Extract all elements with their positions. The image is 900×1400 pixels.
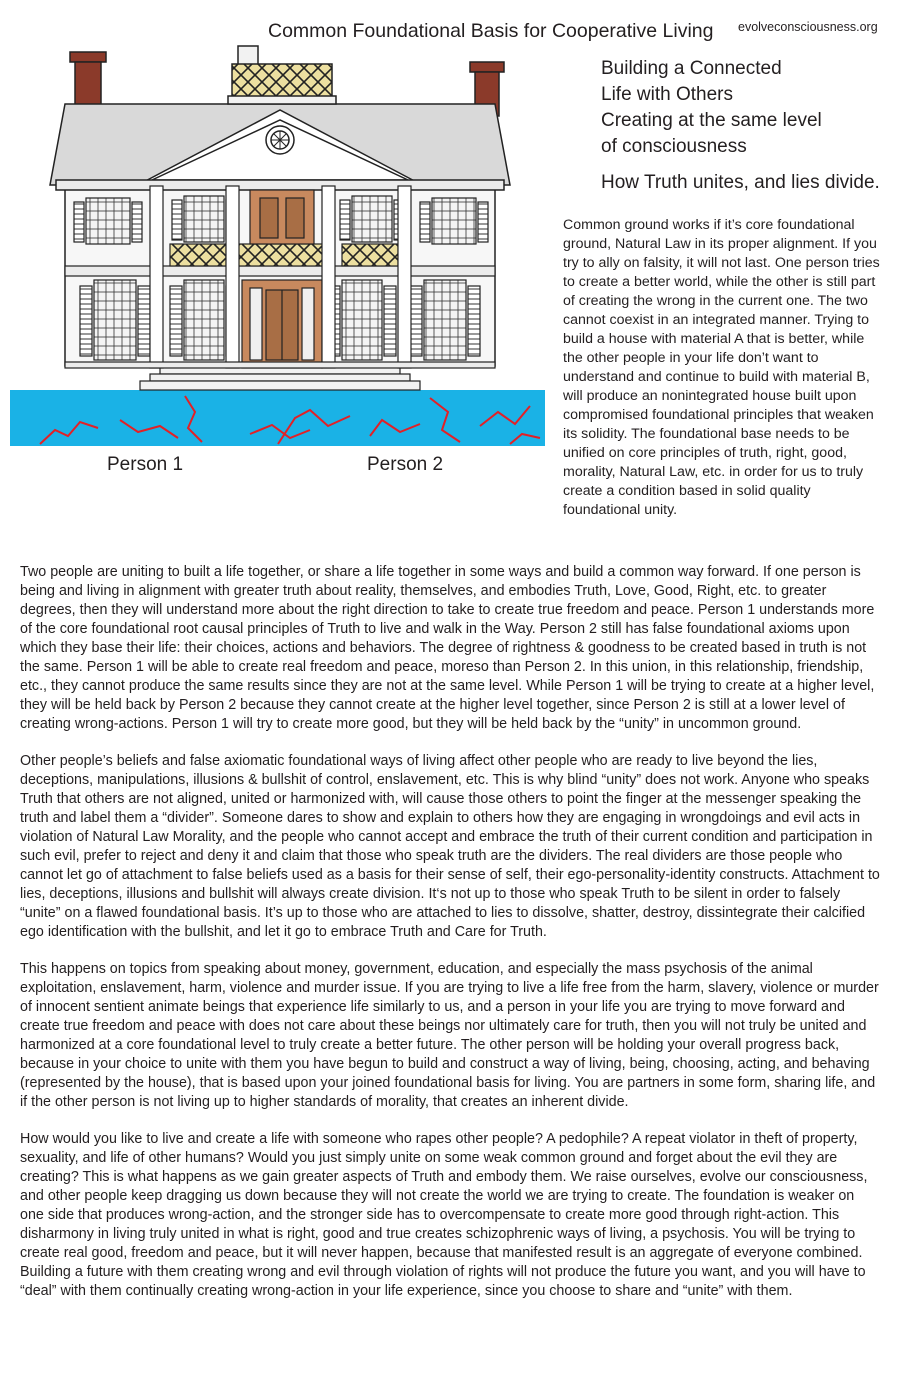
house-illustration <box>10 40 545 446</box>
subtitle-line: Creating at the same level <box>601 110 822 131</box>
body-paragraph: Other people’s beliefs and false axiomatic foundational ways of living affect other people who are ready to live beyond the lies, deceptions, manipulations, illusions & bullshit of control, enslavement, etc. This is why blind “unity” does not work. Anyone who speaks Truth that others are not aligned, united or harmonized with, will cause those others to point the finger at the messenger speaking the truth and label them a “divider”. Someone dares to show and explain to others how they are engaging in wrongdoings and evil acts in violation of Natural Law Morality, and the people who cannot accept and embrace the truth of their current condition and participation in such evil, prefer to reject and deny it and claim that those who speak truth are the dividers. The real dividers are those people who cannot let go of attachment to false beliefs used as a basis for their sense of self, their ego-personality-identity constructs. Attachment to lies, deceptions, illusions and bullshit will always create division. It‘s not up to those who speak Truth to be silent in order to falsely “unite” on a flawed foundational basis. It’s up to those who are attached to lies to dissolve, shatter, destroy, dissintegrate their calcified ego identification with the bullshit, and let it go to embrace Truth and Care for Truth. <box>20 753 880 940</box>
subtitle-block <box>601 56 900 196</box>
body-paragraph: Two people are uniting to built a life together, or share a life together in some ways and build a common way forward. If one person is being and living in alignment with greater truth about reality, themselves, and embodies Truth, Love, Good, Right, etc. to greater degrees, then they will understand more about the right direction to take to create true freedom and peace. Person 1 understands more of the core foundational root causal principles of Truth to live and walk in the Way. Person 2 still has false foundational axioms upon which they base their life: their choices, actions and behaviors. The degree of rightness & goodness to be created based in truth is not the same. Person 1 will be able to create real freedom and peace, moreso than Person 2. In this union, in this relationship, friendship, etc., they cannot produce the same results since they are not at the same level. While Person 1 will be trying to create at a higher level, they will be held back by Person 2 because they cannot create at the higher level together, since Person 2 is still at a lower level of creating wrong-actions. Person 1 will try to create more good, but they will be held back by the “unity” in uncommon ground. <box>20 564 875 732</box>
subtitle-line: Building a Connected <box>601 58 782 79</box>
subtitle-line: How Truth unites, and lies divide. <box>601 172 880 193</box>
body-paragraph: This happens on topics from speaking about money, government, education, and especially the mass psychosis of the animal exploitation, enslavement, harm, violence and murder issue. If you are trying to live a life free from the harm, slavery, violence or murder of innocent sentient animate beings that experience life similarly to us, and a person in your life you are trying to move forward and create true freedom and peace with does not care about these beings nor ultimately care for truth, then you will not truly be united and harmonized at a core foundational level to truly create a better future. The other person will be holding your overall progress back, because in your choice to unite with them you have begun to build and construct a way of living, being, choosing, acting, and behaving (represented by the house), that is based upon your joined foundational basis for living. You are partners in some form, sharing life, and if the other person is not living up to higher standards of morality, that creates an inherent divide. <box>20 961 879 1110</box>
lattice-panels <box>170 244 398 266</box>
porch-base <box>65 362 495 368</box>
body-paragraph: How would you like to live and create a life with someone who rapes other people? A pedophile? A repeat violator in theft of property, sexuality, and life of other humans? Would you just simply unite on some weak common ground and forget about the evil they are creating? This is what happens as we gain greater aspects of Truth and embody them. We raise ourselves, evolve our consciousness, and other people keep dragging us down because they will not create the world we are trying to create. The foundation is weaker on one side that produces wrong-action, and the stronger side has to overcompensate to create more good through right-action. This disharmony in living truly united in what is right, good and true creates schizophrenic ways of living, a psychosis. You will be trying to create real good, freedom and peace, but it will never happen, because that manifested result is an aggregate of everyone combined. Building a future with them creating wrong and evil through violation of rights will not produce the future you want, and you will have to “deal” with them continually creating wrong-action in your life experience, since you choose to share and “unite” with them. <box>20 1131 868 1299</box>
person-1-label: Person 1 <box>107 454 184 475</box>
person-2-label: Person 2 <box>367 454 444 475</box>
belvedere <box>228 46 336 104</box>
foundation <box>10 390 545 446</box>
site-url: evolveconsciousness.org <box>738 20 878 34</box>
front-door <box>242 280 322 368</box>
second-floor-band <box>65 266 495 276</box>
body-text <box>20 563 880 1319</box>
cornice <box>56 180 504 190</box>
sidebar-paragraph: Common ground works if it’s core foundational ground, Natural Law in its proper alignment. If you try to ally on falsity, it will not last. One person tries to create a better world, while the other is still part of creating the wrong in the current one. The two cannot coexist in an integrated manner. Trying to build a house with material A that is better, while the other people in your life don’t want to understand and continue to build with material B, will produce an nonintegrated house built upon compromised foundational principles that weaken its solidity. The foundational base needs to be unified on core principles of truth, right, good, morality, Natural Law, etc. in order for us to truly create a condition based in solid quality foundational unity. <box>563 217 880 518</box>
page-title: Common Foundational Basis for Cooperative Living <box>268 20 714 42</box>
upper-center-door <box>250 190 314 244</box>
subtitle-line: Life with Others <box>601 84 733 105</box>
front-steps <box>140 367 420 390</box>
subtitle-line: of consciousness <box>601 136 747 157</box>
